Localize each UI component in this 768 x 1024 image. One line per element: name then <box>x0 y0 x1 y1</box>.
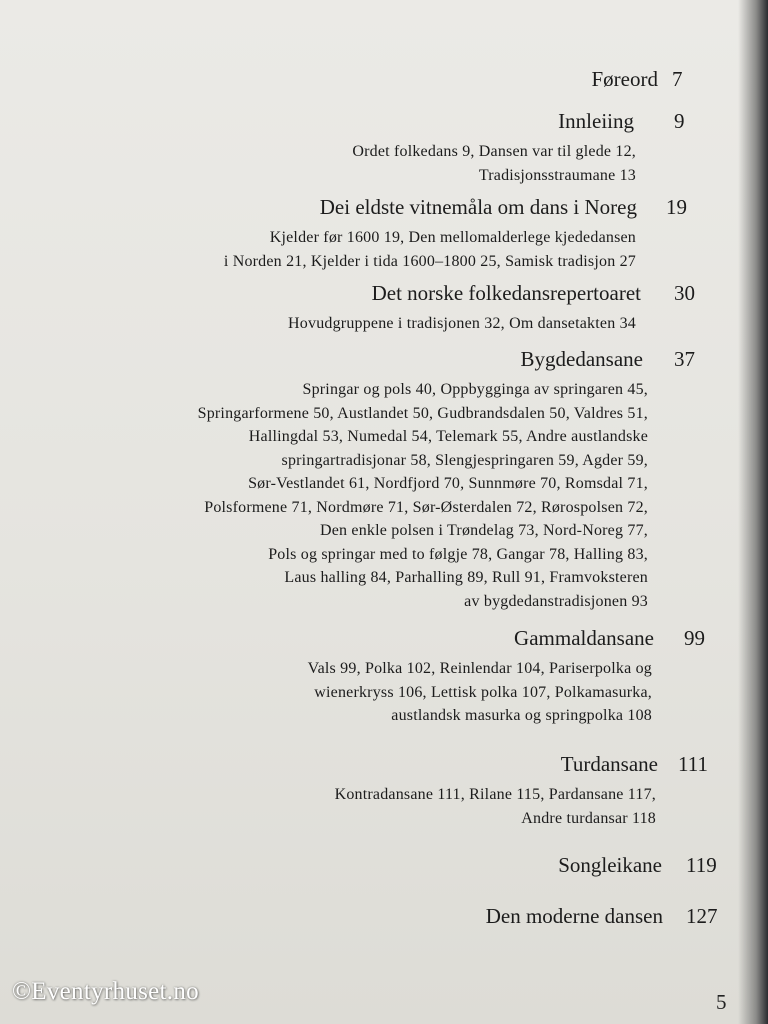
subsection-line: av bygdedanstradisjonen 93 <box>464 592 648 610</box>
chapter-title: Den moderne dansen <box>485 904 663 928</box>
subsection-line: Kjelder før 1600 19, Den mellomalderlege kjededansen <box>269 229 636 246</box>
subsection-line: Springar og pols 40, Oppbygginga av springaren 45, <box>302 381 648 398</box>
subsection-line: Tradisjonsstraumane 13 <box>478 166 636 184</box>
chapter-title: Songleikane <box>558 853 662 877</box>
toc-title-row <box>0 749 768 783</box>
toc-entry <box>0 278 768 336</box>
chapter-page-number: 7 <box>672 67 683 91</box>
subsection-line: Andre turdansar 118 <box>521 809 656 827</box>
toc-title-row <box>0 623 768 657</box>
subsection-line: Vals 99, Polka 102, Reinlendar 104, Pariserpolka og <box>307 660 652 677</box>
subsection-line: austlandsk masurka og springpolka 108 <box>391 707 652 724</box>
chapter-title: Turdansane <box>560 752 658 776</box>
subsection-line: wienerkryss 106, Lettisk polka 107, Polkamasurka, <box>314 683 652 701</box>
subsection-list <box>0 783 656 830</box>
toc-entry <box>0 623 768 728</box>
chapter-page-number: 127 <box>686 904 718 928</box>
chapter-page-number: 99 <box>684 626 705 650</box>
watermark: ©Eventyrhuset.no <box>12 978 199 1005</box>
toc-entry <box>0 344 768 613</box>
toc-entry <box>0 850 768 884</box>
chapter-page-number: 37 <box>674 347 695 371</box>
subsection-line: Ordet folkedans 9, Dansen var til glede 12, <box>352 143 636 160</box>
toc-title-row <box>0 64 768 98</box>
subsection-line: Pols og springar med to følgje 78, Gangar 78, Halling 83, <box>268 545 648 563</box>
chapter-page-number: 119 <box>686 853 717 877</box>
subsection-list <box>0 312 636 336</box>
toc-title-row <box>0 344 768 378</box>
chapter-title: Innleiing <box>558 109 634 133</box>
toc-title-row <box>0 192 768 226</box>
subsection-line: Kontradansane 111, Rilane 115, Pardansane 117, <box>334 786 656 803</box>
toc-title-row <box>0 850 768 884</box>
chapter-page-number: 111 <box>678 752 708 776</box>
chapter-title: Føreord <box>591 67 658 91</box>
chapter-page-number: 19 <box>666 195 687 219</box>
chapter-title: Gammaldansane <box>514 626 654 650</box>
subsection-line: Polsformene 71, Nordmøre 71, Sør-Østerdalen 72, Rørospolsen 72, <box>204 498 648 516</box>
toc-title-row <box>0 106 768 140</box>
chapter-title: Dei eldste vitnemåla om dans i Noreg <box>319 195 637 219</box>
subsection-list <box>0 140 636 187</box>
subsection-list <box>0 226 636 273</box>
chapter-page-number: 9 <box>674 109 685 133</box>
toc-entry <box>0 749 768 830</box>
subsection-line: springartradisjonar 58, Slengjespringaren 59, Agder 59, <box>281 451 648 469</box>
toc-entry <box>0 901 768 935</box>
subsection-line: Hovudgruppene i tradisjonen 32, Om dansetakten 34 <box>288 315 636 332</box>
toc-entry <box>0 64 768 98</box>
toc-title-row <box>0 278 768 312</box>
toc-entry <box>0 106 768 187</box>
chapter-title: Det norske folkedansrepertoaret <box>371 281 641 305</box>
subsection-list <box>0 378 648 613</box>
chapter-title: Bygdedansane <box>520 347 643 371</box>
subsection-line: Den enkle polsen i Trøndelag 73, Nord-Noreg 77, <box>319 522 648 539</box>
subsection-line: Springarformene 50, Austlandet 50, Gudbrandsdalen 50, Valdres 51, <box>197 404 648 422</box>
subsection-line: i Norden 21, Kjelder i tida 1600–1800 25, Samisk tradisjon 27 <box>223 252 636 270</box>
page-number: 5 <box>716 990 727 1014</box>
subsection-line: Sør-Vestlandet 61, Nordfjord 70, Sunnmøre 70, Romsdal 71, <box>248 475 648 492</box>
subsection-list <box>0 657 652 728</box>
toc-title-row <box>0 901 768 935</box>
subsection-line: Laus halling 84, Parhalling 89, Rull 91, Framvoksteren <box>284 569 648 586</box>
chapter-page-number: 30 <box>674 281 695 305</box>
subsection-line: Hallingdal 53, Numedal 54, Telemark 55, Andre austlandske <box>248 428 648 445</box>
toc-entry <box>0 192 768 273</box>
